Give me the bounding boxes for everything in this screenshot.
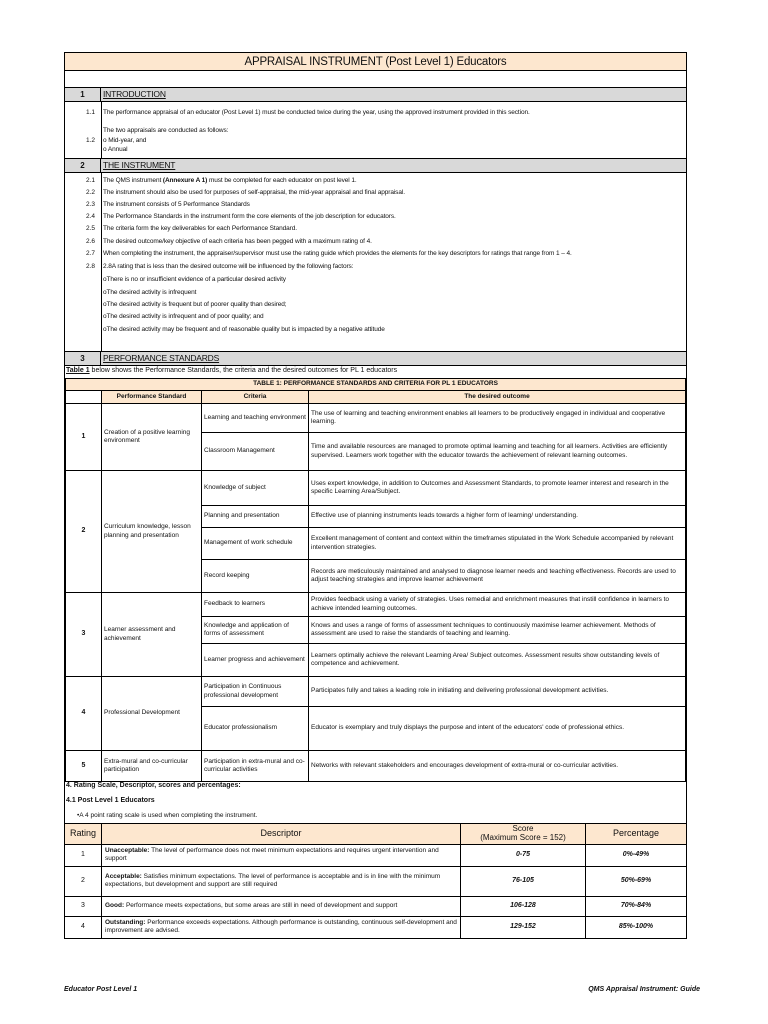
table-row [65, 866, 687, 896]
criteria-cell: Knowledge and application of forms of assessment [202, 617, 309, 644]
standard-name: Professional Development [102, 677, 202, 751]
table-row [65, 896, 687, 916]
item-2-7-text: When completing the instrument, the appraiser/supervisor must use the rating guide which provides the elements for the key descriptors for ratings that range from 1 – 4. [103, 250, 572, 257]
factor-item: oThere is no or insufficient evidence of a particular desired activity [103, 276, 286, 283]
table-row [65, 844, 687, 866]
item-2-3-number: 2.3 [85, 201, 95, 208]
factor-item: oThe desired activity is infrequent [103, 289, 197, 296]
rating-scale-note: •A 4 point rating scale is used when completing the instrument. [77, 812, 258, 819]
outcome-cell: Participates fully and takes a leading role in initiating and delivering professional development activities. [309, 677, 686, 707]
rating-section-heading: 4. Rating Scale, Descriptor, scores and percentages: [66, 782, 241, 789]
footer-left: Educator Post Level 1 [64, 986, 138, 993]
performance-standard-header: Performance Standard [102, 391, 202, 404]
standard-name: Extra-mural and co-curricular participation [102, 751, 202, 782]
outcome-cell: Records are meticulously maintained and analysed to diagnose learner needs and teaching effectiveness. Records are used to adjust teaching strategies and improve learner achievement [309, 560, 686, 593]
item-2-1-number: 2.1 [85, 177, 95, 184]
item-2-7-number: 2.7 [85, 250, 95, 257]
item-2-5-number: 2.5 [85, 225, 95, 232]
blank-header-cell [66, 391, 102, 404]
outcome-cell: Effective use of planning instruments leads towards a higher form of learning/ understanding. [309, 506, 686, 528]
criteria-cell: Educator professionalism [202, 707, 309, 751]
percentage-header: Percentage [586, 824, 687, 845]
item-1-2-line-2: o Mid-year, and [103, 137, 147, 144]
score-range: 106-128 [461, 896, 586, 916]
item-1-1-number: 1.1 [85, 109, 95, 116]
table-1-title: TABLE 1: PERFORMANCE STANDARDS AND CRITERIA FOR PL 1 EDUCATORS [66, 379, 686, 391]
criteria-cell: Participation in Continuous professional development [202, 677, 309, 707]
standard-name: Creation of a positive learning environment [102, 404, 202, 471]
percentage-range: 85%-100% [586, 916, 687, 938]
section-3-number: 3 [65, 352, 101, 365]
rating-number: 4 [65, 916, 102, 938]
rating-number: 1 [65, 844, 102, 866]
standard-number: 5 [66, 751, 102, 782]
section-1-header [65, 87, 686, 102]
outcome-cell: Networks with relevant stakeholders and encourages development of extra-mural or co-curricular activities. [309, 751, 686, 782]
section-2-header [65, 158, 686, 173]
table-1-note: Table 1 below shows the Performance Standards, the criteria and the desired outcomes for PL 1 educators [66, 367, 398, 374]
section-1-divider [101, 102, 102, 158]
table-row [66, 593, 686, 617]
factor-item: oThe desired activity is infrequent and of poor quality; and [103, 313, 264, 320]
item-2-1-text: The QMS instrument (Annexure A 1) must be completed for each educator on post level 1. [103, 177, 357, 184]
item-2-4-text: The Performance Standards in the instrument form the core elements of the job description for educators. [103, 213, 396, 220]
standard-number: 2 [66, 471, 102, 593]
criteria-cell: Learner progress and achievement [202, 644, 309, 677]
outcome-cell: Knows and uses a range of forms of assessment techniques to continuously maximise learner achievement. Methods of assessment are used to raise the standards of teaching and learning. [309, 617, 686, 644]
item-1-2-number: 1.2 [85, 137, 95, 144]
section-3-header [65, 351, 686, 366]
percentage-range: 50%-69% [586, 866, 687, 896]
outcome-cell: Educator is exemplary and truly displays the purpose and intent of the educators' code of professional ethics. [309, 707, 686, 751]
item-1-2-line-3: o Annual [103, 146, 128, 153]
outcome-cell: Time and available resources are managed to promote optimal learning and teaching for all learners. Activities are efficiently supervised. Learners work together with the educator towards the achievement of relevant learning outcomes. [309, 433, 686, 471]
standard-name: Curriculum knowledge, lesson planning and presentation [102, 471, 202, 593]
rating-number: 2 [65, 866, 102, 896]
table-row [66, 677, 686, 707]
percentage-range: 0%-49% [586, 844, 687, 866]
percentage-range: 70%-84% [586, 896, 687, 916]
item-2-3-text: The instrument consists of 5 Performance Standards [103, 201, 250, 208]
criteria-cell: Record keeping [202, 560, 309, 593]
appraisal-sheet [64, 52, 687, 939]
standard-number: 1 [66, 404, 102, 471]
criteria-header: Criteria [202, 391, 309, 404]
table-row [65, 916, 687, 938]
section-2-number: 2 [65, 159, 101, 172]
table-row [66, 471, 686, 506]
section-3-title: PERFORMANCE STANDARDS [103, 353, 220, 363]
item-2-2-number: 2.2 [85, 189, 95, 196]
criteria-cell: Management of work schedule [202, 528, 309, 560]
outcome-cell: Provides feedback using a variety of strategies. Uses remedial and enrichment measures that instill confidence in learners to achieve intended learning outcomes. [309, 593, 686, 617]
rating-number: 3 [65, 896, 102, 916]
footer-right: QMS Appraisal Instrument: Guide [588, 986, 700, 993]
criteria-cell: Feedback to learners [202, 593, 309, 617]
descriptor-cell: Unacceptable: The level of performance does not meet minimum expectations and requires urgent intervention and support [102, 844, 461, 866]
item-2-4-number: 2.4 [85, 213, 95, 220]
score-header: Score (Maximum Score = 152) [461, 824, 586, 845]
section-1-number: 1 [65, 88, 101, 101]
item-1-1-text: The performance appraisal of an educator (Post Level 1) must be conducted twice during the year, using the approved instrument provided in this section. [103, 109, 530, 116]
score-range: 129-152 [461, 916, 586, 938]
criteria-cell: Knowledge of subject [202, 471, 309, 506]
performance-standards-table [65, 378, 686, 782]
descriptor-header: Descriptor [102, 824, 461, 845]
descriptor-cell: Good: Performance meets expectations, but some areas are still in need of development and support [102, 896, 461, 916]
criteria-cell: Participation in extra-mural and co-curricular activities [202, 751, 309, 782]
criteria-cell: Classroom Management [202, 433, 309, 471]
outcome-cell: Uses expert knowledge, in addition to Outcomes and Assessment Standards, to promote learner interest and research in the specific Learning Area/Subject. [309, 471, 686, 506]
descriptor-cell: Acceptable: Satisfies minimum expectations. The level of performance is acceptable and is in line with the minimum expectations, but development and support are still required [102, 866, 461, 896]
document-title: APPRAISAL INSTRUMENT (Post Level 1) Educators [65, 53, 686, 71]
descriptor-cell: Outstanding: Performance exceeds expectations. Although performance is outstanding, continuous self-development and improvement are advised. [102, 916, 461, 938]
item-2-6-number: 2.6 [85, 238, 95, 245]
item-2-8-text: 2.8A rating that is less than the desired outcome will be influenced by the following factors: [103, 263, 354, 270]
rating-scale-table [64, 823, 687, 939]
score-range: 0-75 [461, 844, 586, 866]
item-2-8-number: 2.8 [85, 263, 95, 270]
table-row [66, 751, 686, 782]
rating-header: Rating [65, 824, 102, 845]
item-2-6-text: The desired outcome/key objective of each criteria has been pegged with a maximum rating of 4. [103, 238, 372, 245]
annexure-reference: (Annexure A 1) [162, 177, 208, 184]
post-level-subheading: 4.1 Post Level 1 Educators [66, 797, 155, 804]
standard-name: Learner assessment and achievement [102, 593, 202, 677]
table-row [66, 404, 686, 433]
outcome-cell: The use of learning and teaching environment enables all learners to be productively engaged in individual and cooperative learning. [309, 404, 686, 433]
criteria-cell: Planning and presentation [202, 506, 309, 528]
factor-item: oThe desired activity is frequent but of poorer quality than desired; [103, 301, 287, 308]
item-2-5-text: The criteria form the key deliverables for each Performance Standard. [103, 225, 297, 232]
item-2-2-text: The instrument should also be used for purposes of self-appraisal, the mid-year appraisal and final appraisal. [103, 189, 405, 196]
standard-number: 4 [66, 677, 102, 751]
section-1-title: INTRODUCTION [103, 89, 166, 99]
factor-item: oThe desired activity may be frequent and of reasonable quality but is impacted by a negative attitude [103, 326, 385, 333]
standard-number: 3 [66, 593, 102, 677]
desired-outcome-header: The desired outcome [309, 391, 686, 404]
criteria-cell: Learning and teaching environment [202, 404, 309, 433]
section-2-divider [101, 173, 102, 351]
score-range: 76-105 [461, 866, 586, 896]
section-2-title: THE INSTRUMENT [103, 160, 176, 170]
outcome-cell: Excellent management of content and context within the timeframes stipulated in the Work Schedule accompanied by relevant intervention strategies. [309, 528, 686, 560]
outcome-cell: Learners optimally achieve the relevant Learning Area/ Subject outcomes. Assessment results show outstanding levels of competence and achievement. [309, 644, 686, 677]
item-1-2-line-1: The two appraisals are conducted as follows: [103, 127, 229, 134]
